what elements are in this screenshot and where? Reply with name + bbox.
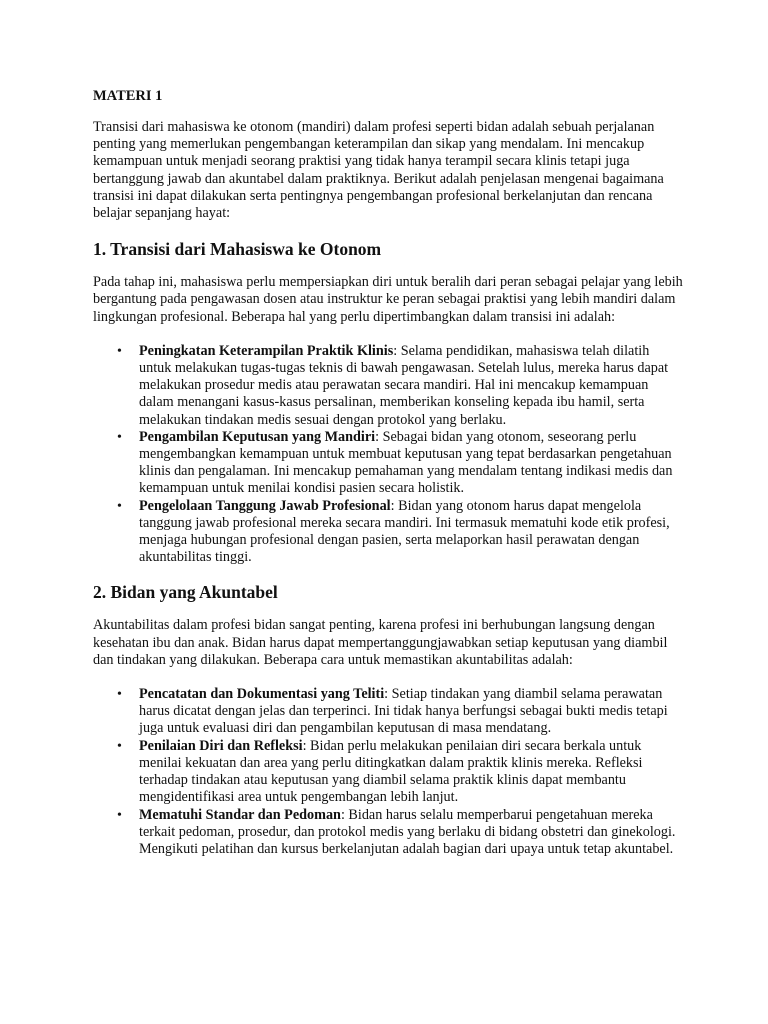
list-item	[117, 428, 683, 498]
list-item-term: Penilaian Diri dan Refleksi	[139, 737, 303, 754]
list-item-text: : Sebagai bidan yang otonom, seseorang perlu mengembangkan kemampuan untuk membuat keputusan yang tepat berdasarkan pengetahuan klinis dan pengalaman. Ini mencakup pemahaman yang mendalam tentang indikasi medis dan kemampuan untuk menilai kondisi pasien secara holistik.	[139, 428, 673, 497]
list-item	[117, 686, 683, 738]
bullet-icon: •	[117, 738, 122, 754]
list-item	[117, 342, 683, 429]
list-item-text: : Selama pendidikan, mahasiswa telah dilatih untuk melakukan tugas-tugas teknis di bawah pengawasan. Setelah lulus, mereka harus dapat melakukan prosedur medis atau perawatan secara mandiri. Hal ini mencakup kemampuan dalam menangani kasus-kasus persalinan, memberikan konseling kepada ibu hamil, serta melakukan tindakan medis sesuai dengan protokol yang berlaku.	[139, 342, 669, 428]
list-item-term: Pencatatan dan Dokumentasi yang Teliti	[139, 686, 385, 703]
bullet-icon: •	[117, 343, 122, 359]
bullet-icon: •	[117, 807, 122, 823]
list-item-text: : Bidan perlu melakukan penilaian diri secara berkala untuk menilai kekuatan dan area yang perlu ditingkatkan dalam praktik klinis mereka. Refleksi terhadap tindakan atau keputusan yang diambil selama praktik klinis dapat membantu mengidentifikasi area untuk pengembangan lebih lanjut.	[139, 737, 643, 806]
section-heading: 1. Transisi dari Mahasiswa ke Otonom	[93, 239, 382, 260]
list-item-text: : Setiap tindakan yang diambil selama perawatan harus dicatat dengan jelas dan terperinci. Ini tidak hanya berfungsi sebagai bukti medis tetapi juga untuk evaluasi diri dan pengambilan keputusan di masa mendatang.	[139, 686, 668, 737]
bullet-list	[93, 686, 683, 858]
document-page	[93, 87, 683, 874]
list-item-text: : Bidan yang otonom harus dapat mengelola tanggung jawab profesional mereka secara mandiri. Ini termasuk mematuhi kode etik profesi, menjaga hubungan profesional dengan pasien, serta melaporkan hasil perawatan dengan akuntabilitas tinggi.	[139, 497, 670, 566]
section-paragraph: Akuntabilitas dalam profesi bidan sangat penting, karena profesi ini berhubungan langsung dengan kesehatan ibu dan anak. Bidan harus dapat mempertanggungjawabkan setiap keputusan yang diambil dan tindakan yang dilakukan. Beberapa cara untuk memastikan akuntabilitas adalah:	[93, 617, 668, 668]
list-item	[117, 497, 683, 567]
list-item-term: Pengambilan Keputusan yang Mandiri	[139, 428, 376, 445]
document-label: MATERI 1	[93, 88, 163, 104]
bullet-list	[93, 343, 683, 567]
intro-paragraph: Transisi dari mahasiswa ke otonom (mandiri) dalam profesi seperti bidan adalah sebuah perjalanan penting yang memerlukan pengembangan keterampilan dan sikap yang mendalam. Ini mencakup kemampuan untuk menjadi seorang praktisi yang tidak hanya terampil secara klinis tetapi juga bertanggung jawab dan akuntabel dalam praktiknya. Berikut adalah penjelasan mengenai bagaimana transisi ini dapat dilakukan serta pentingnya pengembangan profesional berkelanjutan dan rencana belajar sepanjang hayat:	[93, 119, 664, 222]
section-paragraph: Pada tahap ini, mahasiswa perlu mempersiapkan diri untuk beralih dari peran sebagai pelajar yang lebih bergantung pada pengawasan dosen atau instruktur ke peran sebagai praktisi yang lebih mandiri dalam lingkungan profesional. Beberapa hal yang perlu dipertimbangkan dalam transisi ini adalah:	[93, 274, 683, 325]
list-item	[117, 806, 683, 859]
list-item-term: Pengelolaan Tanggung Jawab Profesional	[139, 497, 391, 514]
section-heading: 2. Bidan yang Akuntabel	[93, 582, 278, 603]
bullet-icon: •	[117, 687, 122, 703]
list-item-term: Peningkatan Keterampilan Praktik Klinis	[139, 342, 394, 359]
bullet-icon: •	[117, 498, 122, 514]
bullet-icon: •	[117, 429, 122, 445]
list-item	[117, 737, 683, 807]
list-item-text: : Bidan harus selalu memperbarui pengetahuan mereka terkait pedoman, prosedur, dan protokol medis yang berlaku di bidang obstetri dan ginekologi. Mengikuti pelatihan dan kursus berkelanjutan adalah bagian dari upaya untuk tetap akuntabel.	[139, 806, 676, 857]
list-item-term: Mematuhi Standar dan Pedoman	[139, 806, 341, 823]
